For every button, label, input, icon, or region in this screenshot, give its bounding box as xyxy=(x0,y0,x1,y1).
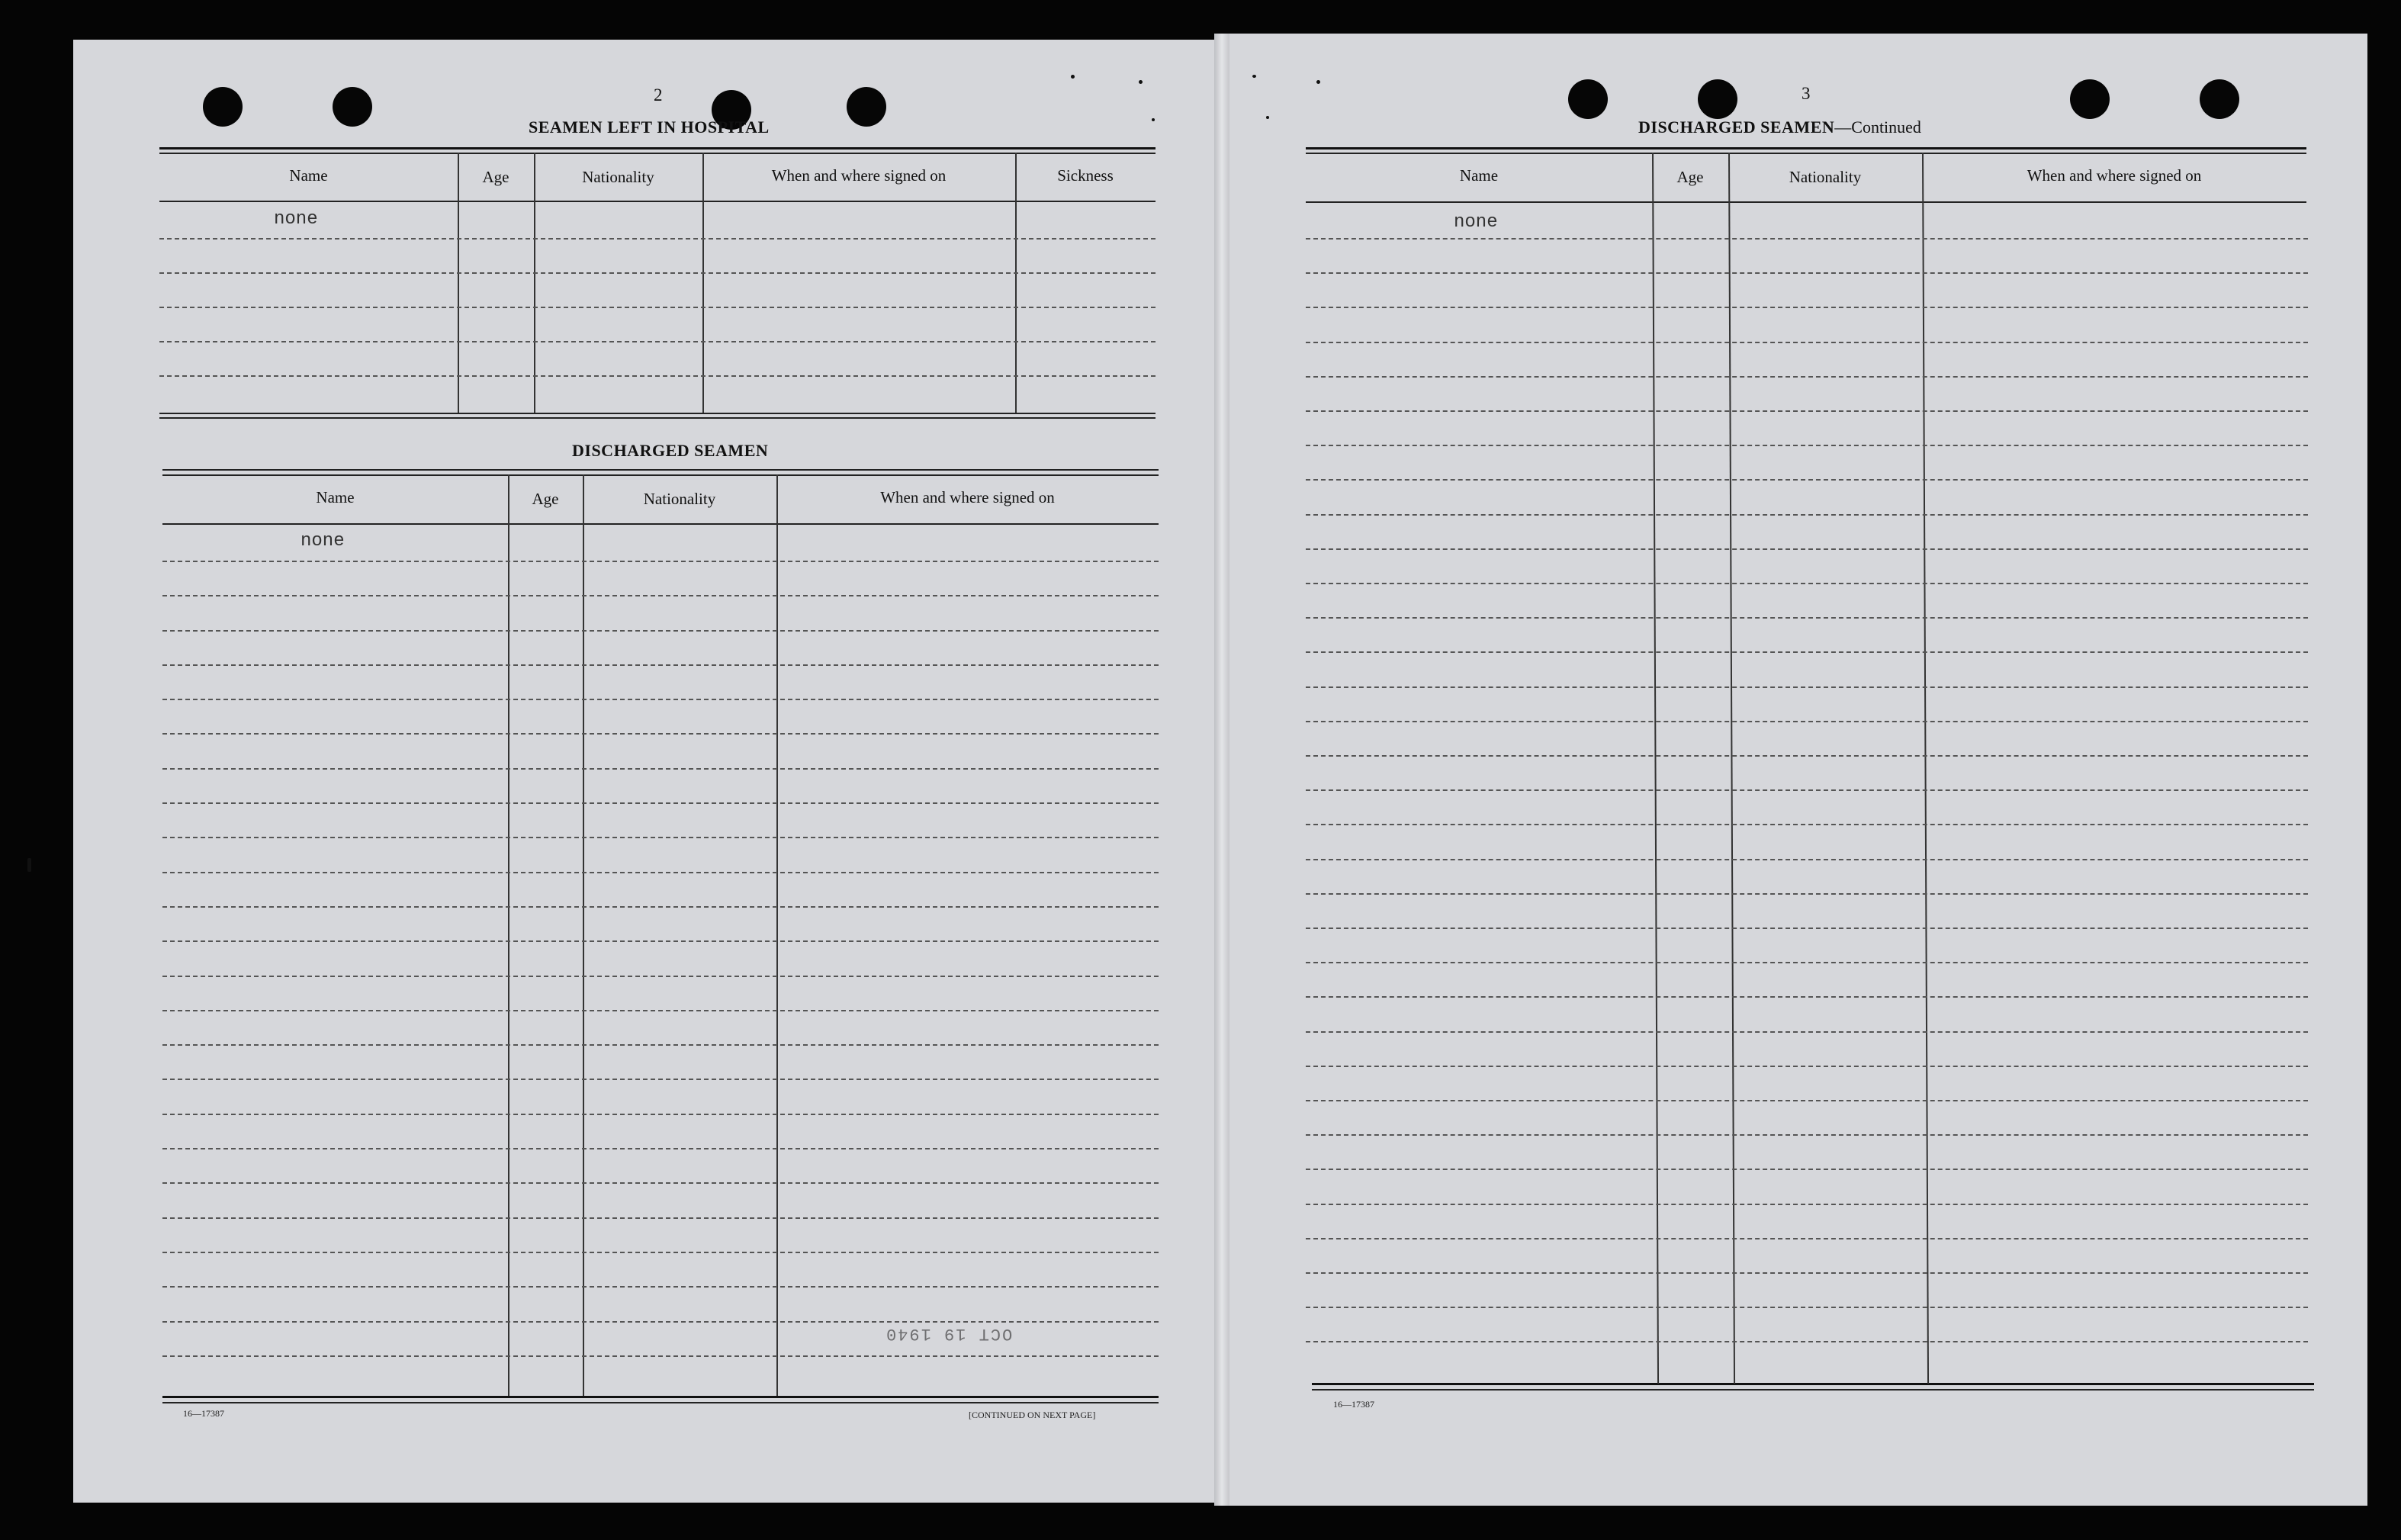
row-line xyxy=(1306,307,2308,308)
table-entry: none xyxy=(1454,212,1498,233)
row-line xyxy=(162,1286,1159,1288)
row-line xyxy=(159,307,1156,308)
table-rule xyxy=(162,474,1159,476)
column-header-signed-on: When and where signed on xyxy=(771,166,947,185)
section-title-hospital: SEAMEN LEFT IN HOSPITAL xyxy=(529,117,770,137)
punch-hole-icon xyxy=(2070,79,2110,119)
column-header-nationality: Nationality xyxy=(643,490,716,508)
column-divider xyxy=(776,474,778,1396)
row-line xyxy=(162,1252,1159,1253)
column-header-age: Age xyxy=(1676,168,1704,186)
table-rule xyxy=(1312,1389,2314,1391)
row-line xyxy=(1306,721,2308,722)
row-line xyxy=(1306,238,2308,240)
row-line xyxy=(1306,514,2308,516)
row-line xyxy=(1306,548,2308,550)
row-line xyxy=(1306,962,2308,963)
title-continued: —Continued xyxy=(1834,117,1921,137)
row-line xyxy=(1306,1169,2308,1170)
punch-hole-icon xyxy=(2200,79,2239,119)
column-divider xyxy=(702,153,704,413)
table-rule xyxy=(162,1396,1159,1398)
row-line xyxy=(1306,410,2308,412)
column-divider xyxy=(583,474,584,1396)
row-line xyxy=(1306,996,2308,998)
column-header-signed-on: When and where signed on xyxy=(2027,166,2202,185)
table-rule xyxy=(1306,201,2306,203)
table-entry: none xyxy=(274,209,318,230)
column-header-nationality: Nationality xyxy=(582,168,654,186)
row-line xyxy=(1306,1238,2308,1239)
row-line xyxy=(162,1010,1159,1011)
row-line xyxy=(1306,1204,2308,1205)
title-bold: DISCHARGED SEAMEN xyxy=(1638,117,1835,137)
punch-hole-icon xyxy=(1698,79,1737,119)
speck xyxy=(1071,75,1075,79)
row-line xyxy=(1306,376,2308,378)
right-page xyxy=(1222,34,2367,1506)
row-line xyxy=(1306,651,2308,653)
row-line xyxy=(1306,1134,2308,1136)
punch-hole-icon xyxy=(203,87,243,127)
row-line xyxy=(162,1148,1159,1149)
page-number: 3 xyxy=(1802,84,1811,103)
column-divider xyxy=(534,153,535,413)
table-rule xyxy=(162,469,1159,471)
row-line xyxy=(159,341,1156,342)
column-divider xyxy=(1015,153,1017,413)
section-title-discharged: DISCHARGED SEAMEN xyxy=(572,441,769,460)
column-header-name: Name xyxy=(289,166,328,185)
row-line xyxy=(162,664,1159,666)
row-line xyxy=(159,375,1156,377)
form-number: 16—17387 xyxy=(183,1408,224,1419)
row-line xyxy=(162,872,1159,873)
row-line xyxy=(162,1182,1159,1184)
row-line xyxy=(1306,1341,2308,1342)
row-line xyxy=(162,561,1159,562)
form-number: 16—17387 xyxy=(1333,1399,1374,1410)
row-line xyxy=(162,802,1159,804)
column-header-age: Age xyxy=(482,168,509,186)
row-line xyxy=(1306,789,2308,791)
speck xyxy=(1252,75,1256,78)
row-line xyxy=(159,272,1156,274)
page-number: 2 xyxy=(654,85,663,104)
row-line xyxy=(1306,342,2308,343)
row-line xyxy=(1306,859,2308,860)
speck xyxy=(1152,118,1155,121)
row-line xyxy=(162,906,1159,908)
speck xyxy=(1316,80,1320,84)
row-line xyxy=(162,733,1159,735)
row-line xyxy=(162,1321,1159,1323)
row-line xyxy=(162,699,1159,700)
row-line xyxy=(162,940,1159,942)
table-rule xyxy=(159,417,1156,419)
row-line xyxy=(1306,686,2308,688)
row-line xyxy=(1306,1031,2308,1033)
row-line xyxy=(1306,824,2308,825)
row-line xyxy=(1306,1307,2308,1308)
column-header-sickness: Sickness xyxy=(1057,166,1114,185)
table-rule xyxy=(159,201,1156,202)
row-line xyxy=(162,768,1159,770)
column-header-name: Name xyxy=(316,488,355,506)
column-header-name: Name xyxy=(1459,166,1499,185)
punch-hole-icon xyxy=(847,87,886,127)
table-rule xyxy=(159,147,1156,149)
column-header-nationality: Nationality xyxy=(1789,168,1862,186)
column-header-signed-on: When and where signed on xyxy=(880,488,1055,506)
row-line xyxy=(162,630,1159,632)
table-rule xyxy=(162,1402,1159,1403)
row-line xyxy=(1306,583,2308,584)
row-line xyxy=(162,1217,1159,1219)
table-entry: none xyxy=(301,531,345,551)
continued-note: [CONTINUED ON NEXT PAGE] xyxy=(969,1410,1096,1420)
table-rule xyxy=(159,153,1156,154)
page-fold xyxy=(1214,34,1229,1506)
column-header-age: Age xyxy=(532,490,559,508)
row-line xyxy=(162,1079,1159,1080)
row-line xyxy=(1306,893,2308,895)
row-line xyxy=(1306,617,2308,619)
row-line xyxy=(162,976,1159,977)
table-rule xyxy=(1306,147,2306,149)
row-line xyxy=(1306,1066,2308,1067)
row-line xyxy=(162,1355,1159,1357)
section-title-discharged-continued xyxy=(1638,117,1921,137)
row-line xyxy=(1306,1100,2308,1101)
speck xyxy=(27,858,31,872)
date-stamp: OCT 19 1940 xyxy=(885,1324,1013,1343)
row-line xyxy=(1306,928,2308,929)
row-line xyxy=(1306,1272,2308,1274)
row-line xyxy=(1306,272,2308,274)
left-page xyxy=(73,40,1222,1503)
punch-hole-icon xyxy=(1568,79,1608,119)
row-line xyxy=(162,837,1159,838)
table-rule xyxy=(162,523,1159,525)
column-divider xyxy=(458,153,459,413)
speck xyxy=(1139,80,1143,84)
row-line xyxy=(1306,479,2308,481)
table-rule xyxy=(159,413,1156,414)
row-line xyxy=(162,595,1159,596)
row-line xyxy=(1306,445,2308,446)
speck xyxy=(1266,116,1269,119)
row-line xyxy=(1306,755,2308,757)
table-rule xyxy=(1312,1383,2314,1385)
column-divider xyxy=(508,474,509,1396)
row-line xyxy=(162,1044,1159,1046)
table-rule xyxy=(1306,153,2306,154)
punch-hole-icon xyxy=(333,87,372,127)
row-line xyxy=(162,1114,1159,1115)
row-line xyxy=(159,238,1156,240)
